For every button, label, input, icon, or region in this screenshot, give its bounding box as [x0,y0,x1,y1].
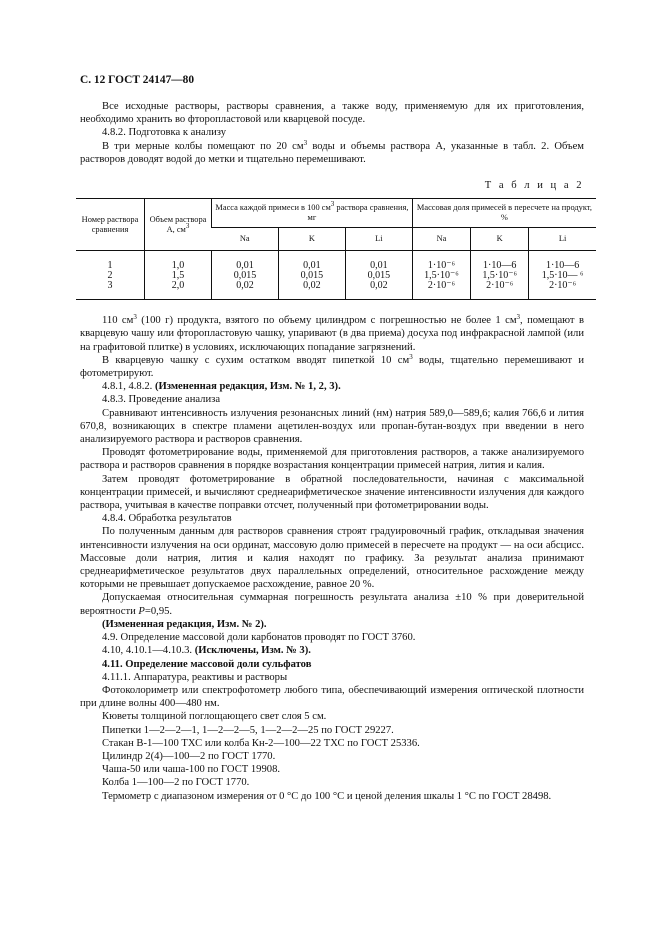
paragraph: В кварцевую чашку с сухим остатком вводят пипеткой 10 $см^3$ воды, тщательно перемешивают и фотометрируют. [80,352,584,380]
paragraph: 110 $см^3$ (100 г) продукта, взятого по объему цилиндром с погрешностью не более 1 $см^3$, помещают в кварцевую чашу или фторопластовую чашку, упаривают (в два приема) досуха под инфракрасной лампой (или на графитовой плитке) в условиях, исключающих попадание загрязнений. [80,313,584,353]
list-item: Цилиндр 2(4)—100—2 по ГОСТ 1770. [102,750,276,762]
paragraph: Допускаемая относительная суммарная погрешность результата анализа ±10 % при доверительной вероятности P=0,95. [80,592,584,617]
paragraph: По полученным данным для растворов сравнения строят градуировочный график, откладывая значения интенсивности излучения на оси ординат, массовую долю примесей в пересчете на продукт — на оси абсцисс. Массовые доли натрия, лития и калия находят по графику. За результат анализа принимают среднеарифметическое результатов двух параллельных определений, относительное расхождение между которыми не превышает допускаемое расхождение, равное 20 %. [80,526,584,591]
amendment-note: 4.8.1, 4.8.2. (Измененная редакция, Изм. № 1, 2, 3). [102,381,341,393]
table-header-cell: Номер раствора сравнения [76,199,145,251]
list-item: Кюветы толщиной поглощающего свет слоя 5 см. [102,711,327,723]
section-heading: 4.11.1. Аппаратура, реактивы и растворы [102,671,288,683]
list-item: Термометр с диапазоном измерения от 0 °С до 100 °С и ценой деления шкалы 1 °С по ГОСТ 28498. [102,790,552,802]
page-header: С. 12 ГОСТ 24147—80 [80,74,195,86]
document-body [80,100,592,803]
table-header-cell: Li [345,228,412,251]
table-caption: Т а б л и ц а 2 [484,180,584,192]
table-header-cell: Объем раствора А, $см^3$ [145,199,212,251]
paragraph: Фотоколориметр или спектрофотометр любого типа, обеспечивающий измерения оптической плотности при длине волны 400—480 нм. [80,684,584,710]
table-header-cell: Na [212,228,279,251]
amendment-note: 4.10, 4.10.1—4.10.3. (Исключены, Изм. № 3). [102,645,311,657]
table-row: 1 1,0 0,01 0,01 0,01 1·10⁻⁶ 1·10—6 1·10—6 [76,251,596,272]
list-item: Стакан В-1—100 ТХС или колба Кн-2—100—22 ТХС по ГОСТ 25336. [102,737,420,749]
paragraph: Все исходные растворы, растворы сравнения, а также воду, применяемую для их приготовления, необходимо хранить во фторопластовой или кварцевой посуде. [80,101,584,126]
paragraph: 4.9. Определение массовой доли карбонатов проводят по ГОСТ 3760. [102,632,416,644]
section-heading: 4.8.4. Обработка результатов [102,513,232,525]
table-header-cell: Na [412,228,470,251]
table-header-cell: Массовая доля примесей в пересчете на продукт, % [412,199,596,228]
paragraph: Сравнивают интенсивность излучения резонансных линий (нм) натрия 589,0—589,6; калия 766,6 и лития 670,8, возникающих в спектре пламени ацетилен-воздух или пропан-бутан-воздух при введении в него анализируемого раствора и растворов сравнения. [80,407,584,446]
table-row: 2 1,5 0,015 0,015 0,015 1,5·10⁻⁶ 1,5·10⁻⁶ 1,5·10— ⁶ [76,271,596,281]
paragraph: В три мерные колбы помещают по 20 $см^3$ воды и объемы раствора А, указанные в табл. 2. Объем растворов доводят водой до метки и тщательно перемешивают. [80,138,584,165]
section-heading: 4.8.2. Подготовка к анализу [102,127,227,139]
list-item: Чаша-50 или чаша-100 по ГОСТ 19908. [102,764,281,776]
table-header-cell: K [278,228,345,251]
list-item: Колба 1—100—2 по ГОСТ 1770. [102,777,250,789]
data-table [76,198,596,300]
table-header-cell: K [471,228,529,251]
amendment-note: (Измененная редакция, Изм. № 2). [102,618,267,630]
table-row: 3 2,0 0,02 0,02 0,02 2·10⁻⁶ 2·10⁻⁶ 2·10⁻⁶ [76,281,596,300]
section-heading: 4.11. Определение массовой доли сульфатов [102,658,312,670]
paragraph: Затем проводят фотометрирование в обратной последовательности, начиная с максимальной концентрации примесей, и вычисляют среднеарифметическое значение интенсивности излучения для каждого раствора, учитывая в качестве поправки отсчет, полученный при фотометрировании воды. [80,473,584,512]
paragraph: Проводят фотометрирование воды, применяемой для приготовления растворов, а также анализируемого раствора и растворов сравнения в порядке возрастания концентрации примесей натрия, лития и калия. [80,447,584,472]
section-heading: 4.8.3. Проведение анализа [102,394,221,406]
list-item: Пипетки 1—2—2—1, 1—2—2—5, 1—2—2—25 по ГОСТ 29227. [102,724,394,736]
table-header-cell: Li [529,228,596,251]
table-header-cell: Масса каждой примеси в 100 $см^3$ раствора сравнения, мг [212,199,413,228]
